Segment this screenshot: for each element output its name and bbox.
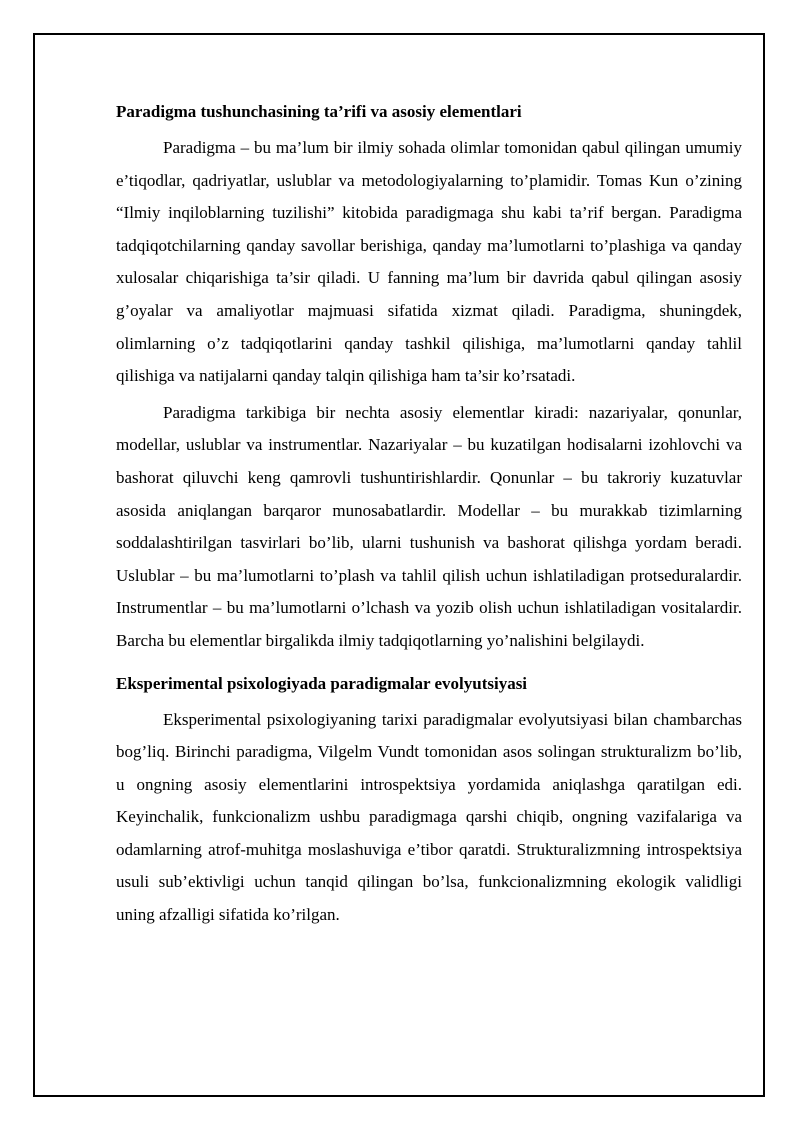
paragraph-paradigm-definition: Paradigma – bu ma’lum bir ilmiy sohada olimlar tomonidan qabul qilingan umumiy e’tiqodlar, qadriyatlar, uslublar va metodologiyalarning to’plamidir. Tomas Kun o’zining “Ilmiy inqiloblarning tuzilishi” kitobida paradigmaga shu kabi ta’rif bergan. Paradigma tadqiqotchilarning qanday savollar berishiga, qanday ma’lumotlarni to’plashiga va qanday xulosalar chiqarishiga ta’sir qiladi. U fanning ma’lum bir davrida qabul qilingan asosiy g’oyalar va amaliyotlar majmuasi sifatida xizmat qiladi. Paradigma, shuningdek, olimlarning o’z tadqiqotlarini qanday tashkil qilishiga, ma’lumotlarni qanday tahlil qilishiga va natijalarni qanday talqin qilishiga ham ta’sir ko’rsatadi. (116, 138, 742, 386)
document-body (116, 96, 742, 932)
paragraph-paradigm-evolution: Eksperimental psixologiyaning tarixi paradigmalar evolyutsiyasi bilan chambarchas bog’liq. Birinchi paradigma, Vilgelm Vundt tomonidan asos solingan strukturalizm bo’lib, u ongning asosiy elementlarini introspektsiya yordamida aniqlashga qaratilgan edi. Keyinchalik, funkcionalizm ushbu paradigmaga qarshi chiqib, ongning vazifalariga va odamlarning atrof-muhitga moslashuviga e’tibor qaratdi. Strukturalizmning introspektsiya usuli sub’ektivligi uchun tanqid qilingan bo’lsa, funkcionalizmning ekologik validligi uning afzalligi sifatida ko’rilgan. (116, 709, 742, 925)
section-heading-paradigm-evolution: Eksperimental psixologiyada paradigmalar evolyutsiyasi (116, 673, 528, 693)
paragraph-paradigm-elements: Paradigma tarkibiga bir nechta asosiy elementlar kiradi: nazariyalar, qonunlar, modellar, uslublar va instrumentlar. Nazariyalar – bu kuzatilgan hodisalarni izohlovchi va bashorat qiluvchi keng qamrovli tushuntirishlardir. Qonunlar – bu takroriy kuzatuvlar asosida aniqlangan barqaror munosabatlardir. Modellar – bu murakkab tizimlarning soddalashtirilgan tasvirlari bo’lib, ularni tushunish va bashorat qilishga yordam beradi. Uslublar – bu ma’lumotlarni to’plash va tahlil qilish uchun ishlatiladigan protseduralardir. Instrumentlar – bu ma’lumotlarni o’lchash va yozib olish uchun ishlatiladigan vositalardir. Barcha bu elementlar birgalikda ilmiy tadqiqotlarning yo’nalishini belgilaydi. (116, 402, 742, 650)
section-heading-paradigm-definition: Paradigma tushunchasining ta’rifi va asosiy elementlari (116, 102, 522, 121)
